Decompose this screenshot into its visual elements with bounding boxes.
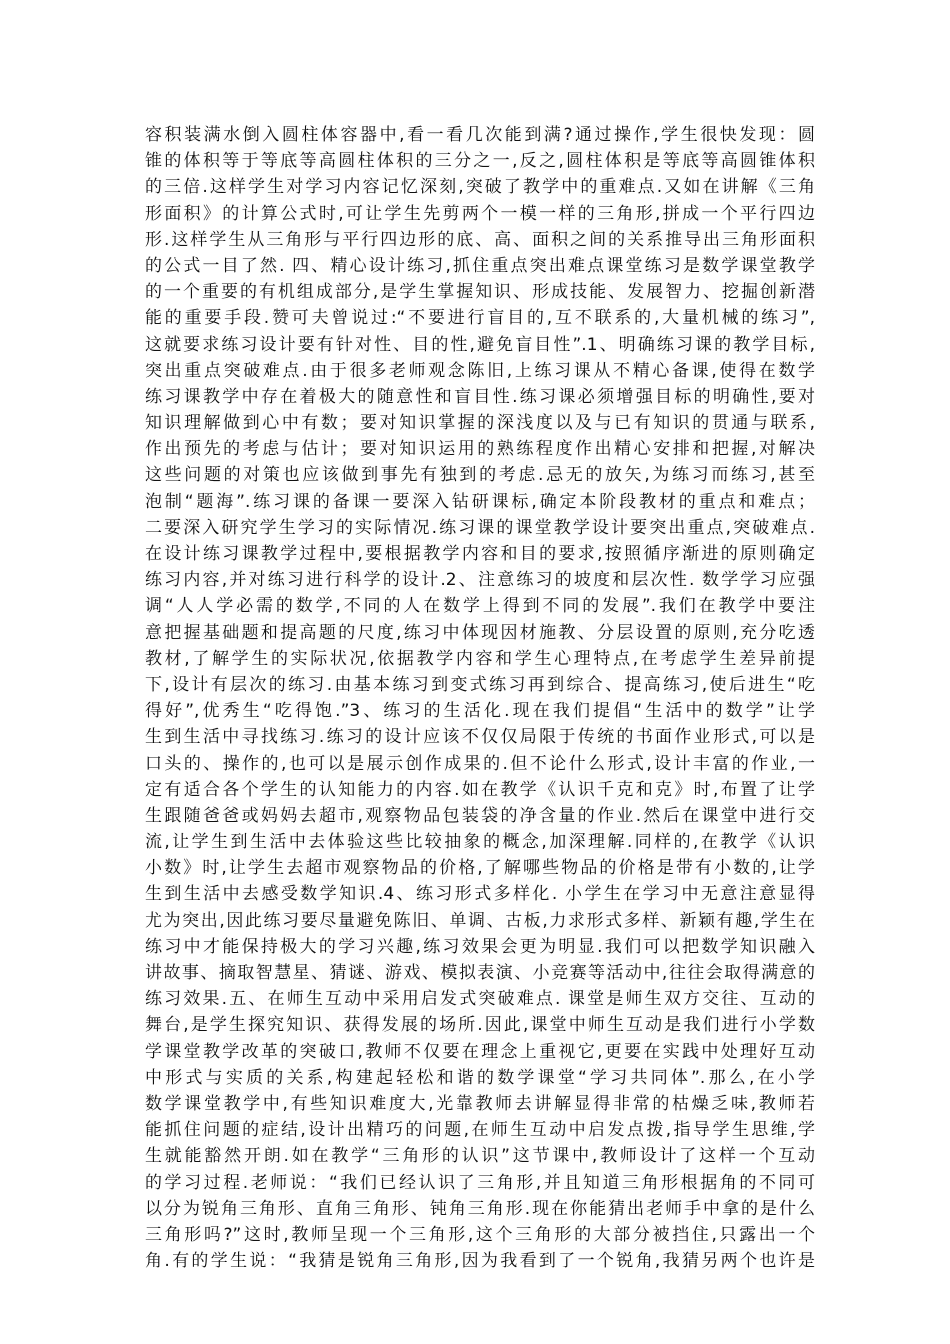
text-line: 练习课教学中存在着极大的随意性和盲目性.练习课必须增强目标的明确性,要对 bbox=[145, 386, 815, 407]
text-line: 形.这样学生从三角形与平行四边形的底、高、面积之间的关系推导出三角形面积 bbox=[145, 229, 815, 250]
text-line: 以分为锐角三角形、直角三角形、钝角三角形.现在你能猜出老师手中拿的是什么 bbox=[145, 1198, 815, 1219]
text-line: 角.有的学生说：“我猜是锐角三角形,因为我看到了一个锐角,我猜另两个也许是 bbox=[145, 1251, 815, 1272]
text-line: 能抓住问题的症结,设计出精巧的问题,在师生互动中启发点拨,指导学生思维,学 bbox=[145, 1120, 815, 1141]
text-line: 练习中才能保持极大的学习兴趣,练习效果会更为明显.我们可以把数学知识融入 bbox=[145, 936, 815, 957]
text-line: 下,设计有层次的练习.由基本练习到变式练习再到综合、提高练习,使后进生“吃 bbox=[145, 674, 815, 695]
text-line: 三角形吗?”这时,教师呈现一个三角形,这个三角形的大部分被挡住,只露出一个 bbox=[145, 1224, 815, 1245]
text-line: 的公式一目了然. 四、精心设计练习,抓住重点突出难点课堂练习是数学课堂教学 bbox=[145, 255, 815, 276]
body-text bbox=[145, 122, 815, 1274]
text-line: 定有适合各个学生的认知能力的内容.如在教学《认识千克和克》时,布置了让学 bbox=[145, 779, 815, 800]
text-line: 小数》时,让学生去超市观察物品的价格,了解哪些物品的价格是带有小数的,让学 bbox=[145, 858, 815, 879]
text-line: 得好”,优秀生“吃得饱.”3、练习的生活化.现在我们提倡“生活中的数学”让学 bbox=[145, 701, 815, 722]
text-line: 调“人人学必需的数学,不同的人在数学上得到不同的发展”.我们在教学中要注 bbox=[145, 596, 815, 617]
text-line: 形面积》的计算公式时,可让学生先剪两个一模一样的三角形,拼成一个平行四边 bbox=[145, 203, 815, 224]
text-line: 作出预先的考虑与估计；要对知识运用的熟练程度作出精心安排和把握,对解决 bbox=[145, 439, 815, 460]
text-line: 突出重点突破难点.由于很多老师观念陈旧,上练习课从不精心备课,使得在数学 bbox=[145, 360, 815, 381]
text-line: 二要深入研究学生学习的实际情况.练习课的课堂教学设计要突出重点,突破难点. bbox=[145, 517, 815, 538]
text-line: 数学课堂教学中,有些知识难度大,光靠教师去讲解显得非常的枯燥乏味,教师若 bbox=[145, 1093, 815, 1114]
text-line: 练习内容,并对练习进行科学的设计.2、注意练习的坡度和层次性. 数学学习应强 bbox=[145, 570, 815, 591]
text-line: 学课堂教学改革的突破口,教师不仅要在理念上重视它,更要在实践中处理好互动 bbox=[145, 1041, 815, 1062]
text-line: 这就要求练习设计要有针对性、目的性,避免盲目性”.1、明确练习课的教学目标, bbox=[145, 334, 815, 355]
text-line: 这些问题的对策也应该做到事先有独到的考虑.忌无的放矢,为练习而练习,甚至 bbox=[145, 465, 815, 486]
text-line: 生到生活中去感受数学知识.4、练习形式多样化. 小学生在学习中无意注意显得 bbox=[145, 884, 815, 905]
text-line: 生跟随爸爸或妈妈去超市,观察物品包装袋的净含量的作业.然后在课堂中进行交 bbox=[145, 805, 815, 826]
text-line: 生就能豁然开朗.如在教学“三角形的认识”这节课中,教师设计了这样一个互动 bbox=[145, 1146, 815, 1167]
text-line: 在设计练习课教学过程中,要根据教学内容和目的要求,按照循序渐进的原则确定 bbox=[145, 544, 815, 564]
text-line: 练习效果.五、在师生互动中采用启发式突破难点. 课堂是师生双方交往、互动的 bbox=[145, 989, 815, 1010]
text-line: 中形式与实质的关系,构建起轻松和谐的数学课堂“学习共同体”.那么,在小学 bbox=[145, 1067, 815, 1088]
text-line: 泡制“题海”.练习课的备课一要深入钻研课标,确定本阶段教材的重点和难点； bbox=[145, 491, 815, 512]
text-line: 意把握基础题和提高题的尺度,练习中体现因材施教、分层设置的原则,充分吃透 bbox=[145, 622, 815, 643]
text-line: 的学习过程.老师说：“我们已经认识了三角形,并且知道三角形根据角的不同可 bbox=[145, 1172, 815, 1193]
text-line: 容积装满水倒入圆柱体容器中,看一看几次能到满?通过操作,学生很快发现：圆 bbox=[145, 125, 815, 145]
text-line: 生到生活中寻找练习.练习的设计应该不仅仅局限于传统的书面作业形式,可以是 bbox=[145, 727, 815, 748]
text-line: 的三倍.这样学生对学习内容记忆深刻,突破了教学中的重难点.又如在讲解《三角 bbox=[145, 177, 815, 198]
text-line: 讲故事、摘取智慧星、猜谜、游戏、模拟表演、小竞赛等活动中,往往会取得满意的 bbox=[145, 963, 815, 983]
text-line: 的一个重要的有机组成部分,是学生掌握知识、形成技能、发展智力、挖掘创新潜 bbox=[145, 282, 815, 303]
text-line: 流,让学生到生活中去体验这些比较抽象的概念,加深理解.同样的,在教学《认识 bbox=[145, 832, 815, 853]
text-line: 锥的体积等于等底等高圆柱体积的三分之一,反之,圆柱体积是等底等高圆锥体积 bbox=[145, 151, 815, 172]
text-line: 教材,了解学生的实际状况,依据教学内容和学生心理特点,在考虑学生差异前提 bbox=[145, 648, 815, 669]
text-line: 口头的、操作的,也可以是展示创作成果的.但不论什么形式,设计丰富的作业,一 bbox=[145, 753, 815, 774]
text-line: 知识理解做到心中有数；要对知识掌握的深浅度以及与已有知识的贯通与联系, bbox=[145, 413, 815, 434]
text-line: 舞台,是学生探究知识、获得发展的场所.因此,课堂中师生互动是我们进行小学数 bbox=[145, 1015, 815, 1036]
text-line: 能的重要手段.赞可夫曾说过:“不要进行盲目的,互不联系的,大量机械的练习”, bbox=[145, 308, 815, 329]
text-line: 尤为突出,因此练习要尽量避免陈旧、单调、古板,力求形式多样、新颖有趣,学生在 bbox=[145, 910, 815, 931]
